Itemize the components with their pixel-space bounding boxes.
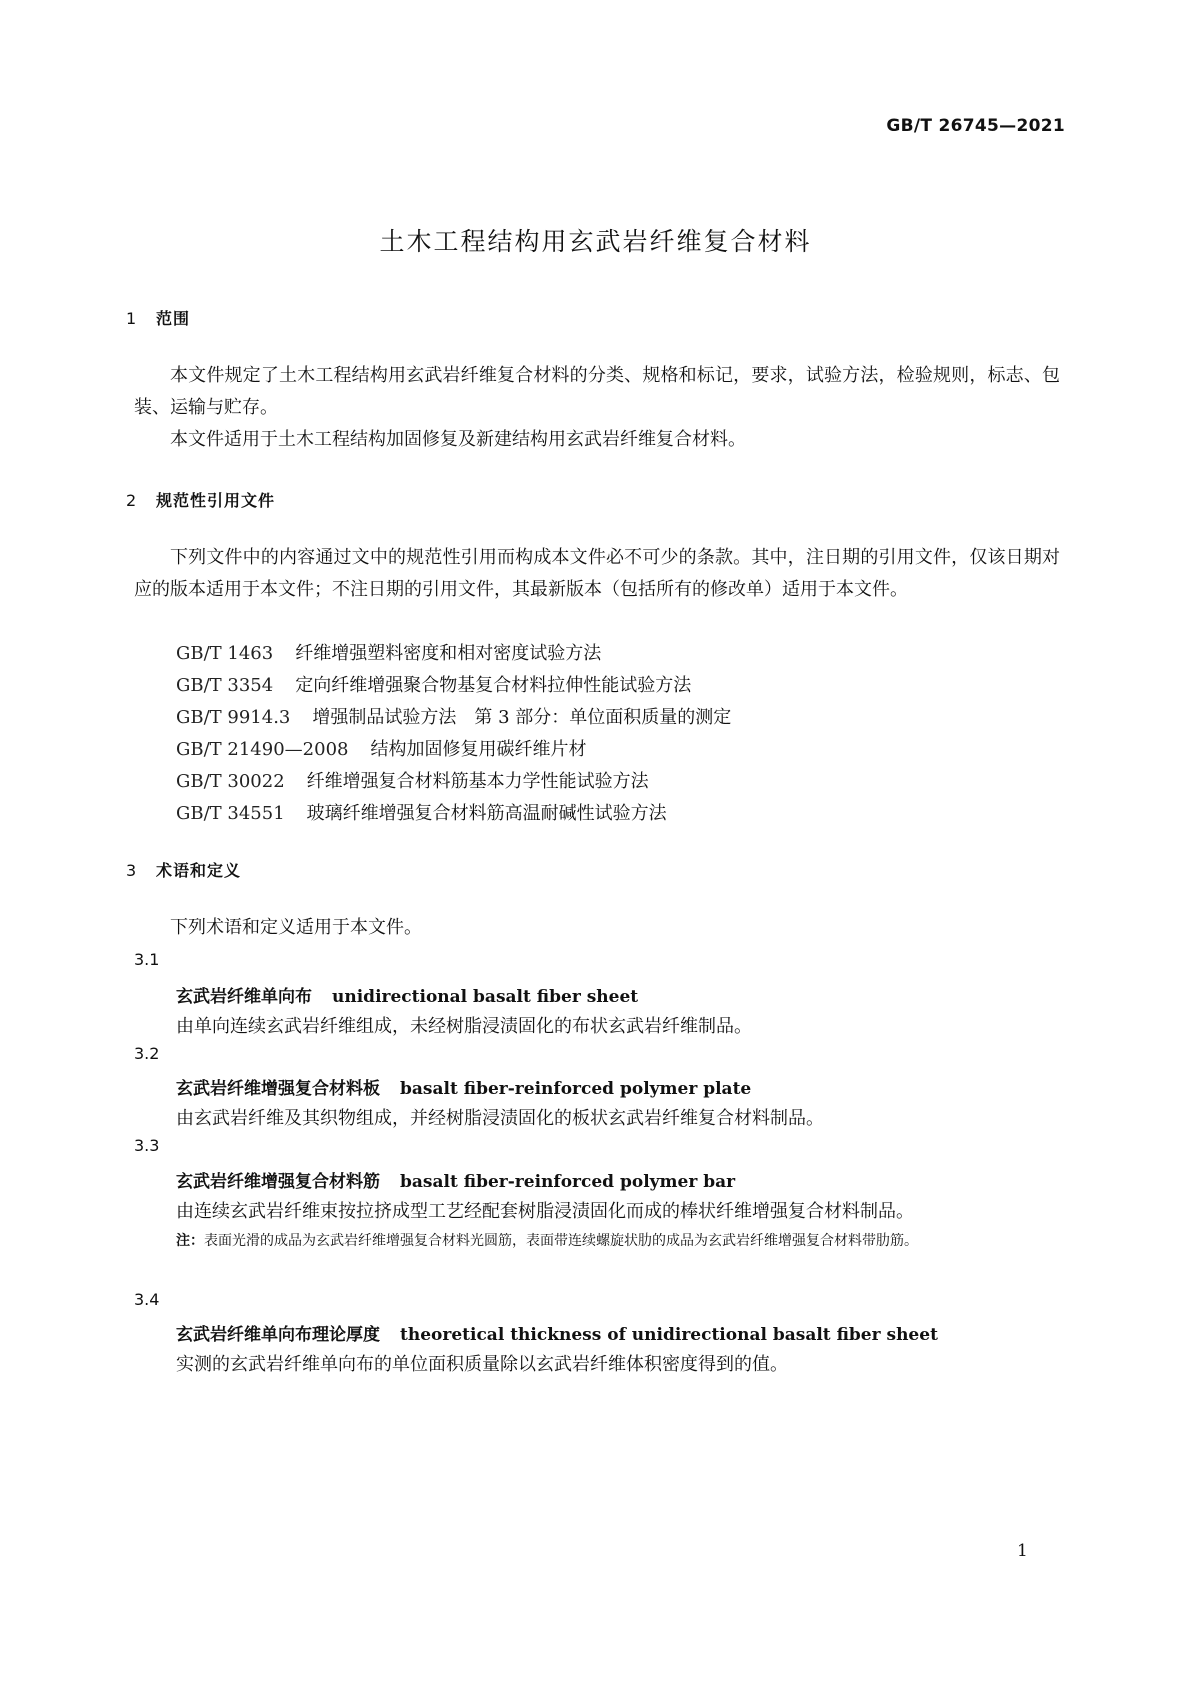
section-number: 2	[126, 491, 137, 510]
section-heading-terms	[126, 858, 241, 881]
term-en: unidirectional basalt fiber sheet	[332, 987, 639, 1007]
term-en: basalt fiber-reinforced polymer plate	[400, 1079, 752, 1099]
section-heading-references	[126, 488, 275, 511]
reference-code: GB/T 3354	[176, 675, 274, 696]
reference-item	[176, 638, 601, 670]
reference-title: 玻璃纤维增强复合材料筋高温耐碱性试验方法	[306, 803, 667, 824]
section-title: 范围	[156, 309, 191, 328]
term-heading	[176, 1320, 938, 1345]
reference-title: 增强制品试验方法 第 3 部分：单位面积质量的测定	[312, 707, 732, 728]
term-heading	[176, 982, 638, 1007]
reference-item	[176, 766, 649, 798]
term-cn: 玄武岩纤维增强复合材料筋	[176, 1172, 380, 1192]
reference-title: 纤维增强复合材料筋基本力学性能试验方法	[306, 771, 649, 792]
section-title: 术语和定义	[156, 861, 242, 880]
term-definition: 由连续玄武岩纤维束按拉挤成型工艺经配套树脂浸渍固化而成的棒状纤维增强复合材料制品。	[176, 1201, 914, 1222]
term-heading	[176, 1167, 735, 1192]
terms-intro: 下列术语和定义适用于本文件。	[170, 917, 422, 938]
term-number: 3.1	[134, 950, 160, 969]
reference-code: GB/T 30022	[176, 771, 285, 792]
term-cn: 玄武岩纤维单向布	[176, 987, 312, 1007]
term-definition: 实测的玄武岩纤维单向布的单位面积质量除以玄武岩纤维体积密度得到的值。	[176, 1354, 788, 1375]
standard-code: GB/T 26745—2021	[886, 116, 1065, 136]
term-cn: 玄武岩纤维单向布理论厚度	[176, 1325, 380, 1345]
note-label: 注：	[176, 1233, 204, 1249]
reference-item	[176, 734, 586, 766]
reference-item	[176, 702, 731, 734]
section-heading-scope	[126, 306, 190, 329]
reference-title: 结构加固修复用碳纤维片材	[370, 739, 587, 760]
term-definition: 由单向连续玄武岩纤维组成，未经树脂浸渍固化的布状玄武岩纤维制品。	[176, 1016, 752, 1037]
reference-code: GB/T 1463	[176, 643, 274, 664]
term-number: 3.3	[134, 1136, 160, 1155]
page-number: 1	[1017, 1541, 1028, 1561]
references-intro: 下列文件中的内容通过文中的规范性引用而构成本文件必不可少的条款。其中，注日期的引用文件，仅该日期对应的版本适用于本文件；不注日期的引用文件，其最新版本（包括所有的修改单）适用于本文件。	[134, 547, 1060, 600]
term-number: 3.2	[134, 1044, 160, 1063]
reference-title: 定向纤维增强聚合物基复合材料拉伸性能试验方法	[295, 675, 692, 696]
scope-paragraph-1: 本文件规定了土木工程结构用玄武岩纤维复合材料的分类、规格和标记，要求，试验方法，检验规则，标志、包装、运输与贮存。	[134, 365, 1060, 418]
reference-item	[176, 798, 667, 830]
term-en: theoretical thickness of unidirectional basalt fiber sheet	[400, 1325, 938, 1345]
reference-code: GB/T 34551	[176, 803, 285, 824]
term-en: basalt fiber-reinforced polymer bar	[400, 1172, 736, 1192]
scope-paragraph-2: 本文件适用于土木工程结构加固修复及新建结构用玄武岩纤维复合材料。	[170, 429, 746, 450]
term-cn: 玄武岩纤维增强复合材料板	[176, 1079, 380, 1099]
reference-code: GB/T 9914.3	[176, 707, 291, 728]
term-definition: 由玄武岩纤维及其织物组成，并经树脂浸渍固化的板状玄武岩纤维复合材料制品。	[176, 1108, 824, 1129]
reference-item	[176, 670, 691, 702]
section-number: 1	[126, 309, 137, 328]
section-number: 3	[126, 861, 137, 880]
term-note	[176, 1227, 1056, 1255]
reference-code: GB/T 21490—2008	[176, 739, 349, 760]
note-text: 表面光滑的成品为玄武岩纤维增强复合材料光圆筋，表面带连续螺旋状肋的成品为玄武岩纤维增强复合材料带肋筋。	[204, 1233, 918, 1249]
reference-title: 纤维增强塑料密度和相对密度试验方法	[295, 643, 602, 664]
term-number: 3.4	[134, 1290, 160, 1309]
term-heading	[176, 1074, 751, 1099]
section-title: 规范性引用文件	[156, 491, 276, 510]
document-title: 土木工程结构用玄武岩纤维复合材料	[379, 227, 812, 256]
